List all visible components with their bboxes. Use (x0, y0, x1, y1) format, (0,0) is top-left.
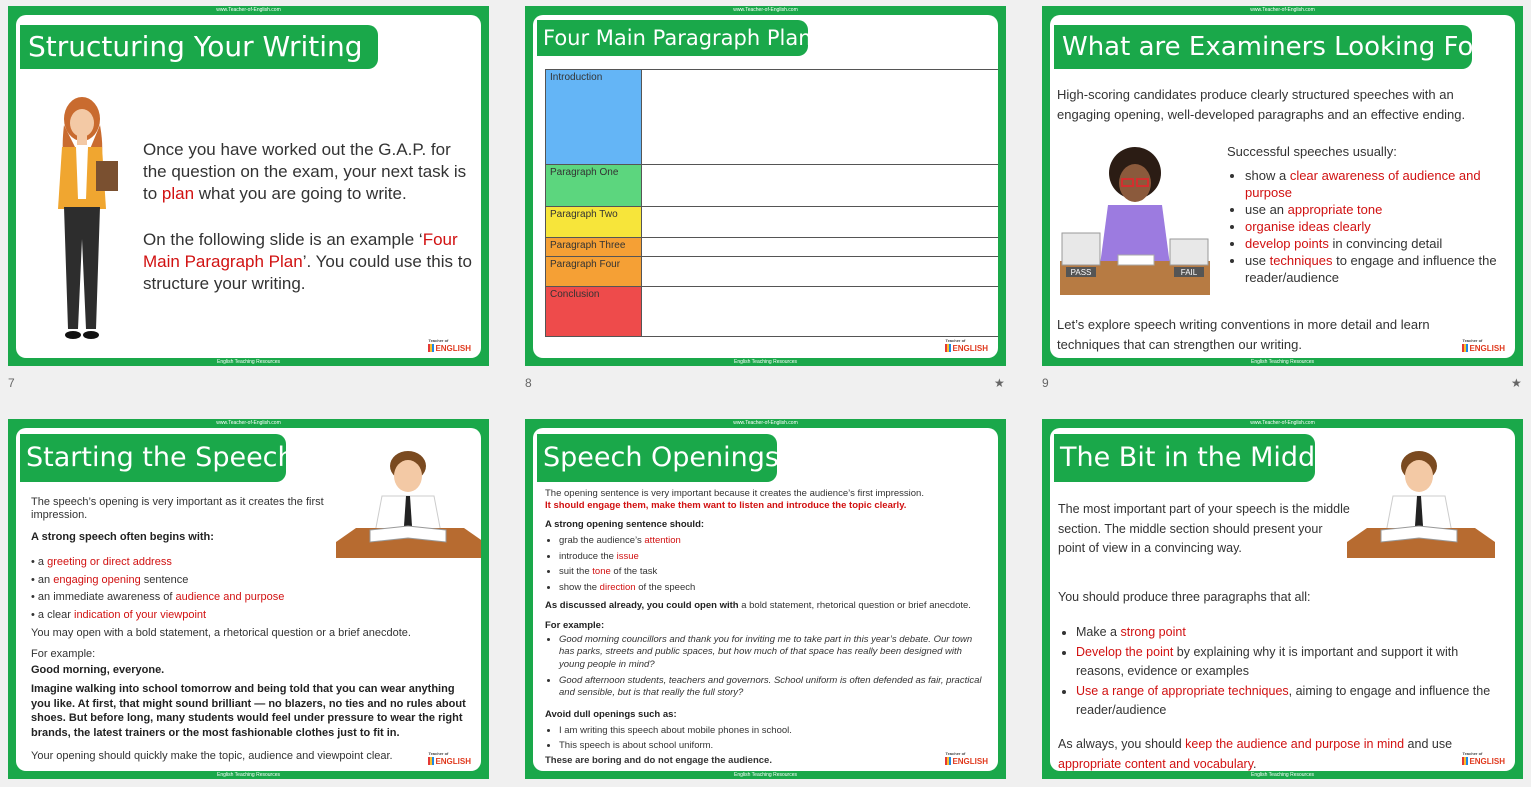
slide-title: What are Examiners Looking For? (1054, 25, 1472, 69)
list-item (1245, 218, 1512, 235)
fail-label: FAIL (1180, 268, 1198, 277)
pass-label: PASS (1070, 268, 1092, 277)
plan-row-label: Introduction (546, 70, 642, 165)
slide-11-thumbnail[interactable] (525, 419, 1006, 779)
teacher-of-english-logo (945, 337, 988, 352)
examiner-illustration (1060, 143, 1210, 299)
footer-text: English Teaching Resources (216, 359, 280, 365)
logo-small-text: Teacher of (945, 338, 966, 343)
list-item (559, 580, 995, 596)
logo-big-text: ENGLISH (952, 344, 988, 353)
student-writing-illustration (1347, 442, 1495, 560)
example-openings-list (545, 634, 985, 699)
list-item-keyword: engaging opening (53, 573, 141, 586)
dull-warning: These are boring and do not engage the audience. (545, 755, 772, 766)
logo-big-text: ENGLISH (435, 757, 471, 766)
list-item-keyword: clear awareness of audience and purpose (1245, 168, 1481, 200)
closing-text: As always, you should (1058, 737, 1186, 751)
list-item-text: grab the audience’s (559, 535, 645, 546)
list-item-keyword: techniques (1269, 253, 1333, 268)
slide-10-thumbnail[interactable] (8, 419, 489, 779)
list-item (1076, 623, 1498, 643)
list-item-text: Make a (1076, 625, 1121, 639)
list-item-keyword: audience and purpose (175, 591, 285, 603)
teacher-illustration (46, 89, 126, 351)
list-item (1245, 235, 1512, 252)
list-item (559, 533, 995, 549)
logo-big-text: ENGLISH (1469, 757, 1505, 766)
list-item (1076, 682, 1498, 721)
plan-instruction-text (143, 139, 473, 205)
for-example-label: For example: (31, 648, 96, 660)
discussed-text (545, 600, 995, 611)
list-item-text: of the speech (635, 581, 696, 593)
examiners-outro: Let’s explore speech writing conventions in more detail and learn techniques that can strengthen our writing. (1057, 317, 1430, 352)
list-item: • an engaging opening sentence (31, 573, 189, 586)
list-item-text: , aiming to engage and influence the reader/audience (1076, 683, 1491, 717)
list-item (1245, 167, 1512, 201)
list-item-text: an immediate awareness of (37, 591, 176, 603)
list-item: • This speech is about school uniform. (559, 738, 995, 753)
site-url: www.Teacher-of-English.com (733, 7, 798, 13)
paragraph-plan-table (545, 69, 998, 337)
strong-opening-heading: A strong opening sentence should: (545, 519, 705, 530)
openings-intro-text: The opening sentence is very important because it creates the audience’s first impression. (545, 488, 924, 499)
plan-keyword: plan (161, 184, 195, 203)
list-item: • Good morning councillors and thank you for inviting me to take part in this year’s debate. Our town has parks, streets and public spaces, but how much of that space has really been designed with young people in mind? (559, 634, 985, 671)
discussed-bold: As discussed already, you could open with (545, 600, 739, 611)
list-item-keyword: organise ideas clearly (1245, 219, 1371, 234)
closing-keyword: appropriate content and vocabulary (1058, 756, 1254, 771)
example-greeting: Good morning, everyone. (31, 664, 165, 676)
opening-advice: Your opening should quickly make the topic, audience and viewpoint clear. (31, 750, 393, 762)
plan-row-label: Paragraph Three (546, 238, 642, 257)
site-url: www.Teacher-of-English.com (216, 420, 281, 426)
list-item-text: to engage and influence the reader/audience (1245, 253, 1497, 285)
for-example-label: For example: (545, 620, 605, 631)
star-icon[interactable]: ★ (994, 376, 1005, 390)
teacher-of-english-logo (1462, 337, 1505, 352)
slide-9-thumbnail[interactable] (1042, 6, 1523, 366)
slide-8-thumbnail[interactable] (525, 6, 1006, 366)
plan-row-label: Paragraph Two (546, 207, 642, 238)
slide-title: Structuring Your Writing (20, 25, 378, 69)
list-item-text: by explaining why it is important and support it with reasons, evidence or examples (1076, 644, 1459, 678)
dull-openings-list (545, 723, 995, 753)
plan-name: Four Main Paragraph Plan (143, 230, 458, 271)
slide-number: 7 (8, 376, 15, 390)
plan-instruction-part: Once you have worked out the G.A.P. for the question on the exam, your next task is to (143, 140, 467, 203)
slide-title: Four Main Paragraph Plan (537, 20, 808, 56)
plan-row-space (642, 207, 999, 238)
logo-big-text: ENGLISH (1469, 344, 1505, 353)
list-item-text: show the (559, 581, 600, 593)
site-url: www.Teacher-of-English.com (216, 7, 281, 13)
list-item-text: show a (1245, 168, 1290, 183)
list-item-keyword: Use a range of appropriate techniques (1076, 683, 1289, 698)
example-plan-text (143, 229, 473, 295)
example-plan-part: On the following slide is an example ‘ (143, 230, 423, 249)
closing-text: and use (1404, 737, 1453, 751)
site-url: www.Teacher-of-English.com (1250, 7, 1315, 13)
strong-opening-list (545, 533, 995, 595)
site-url: www.Teacher-of-English.com (733, 420, 798, 426)
list-item: • a clear indication of your viewpoint (31, 608, 207, 621)
example-plan-part: ’. You could use this to structure your writing. (143, 252, 472, 293)
plan-row-space (642, 257, 999, 287)
list-item-text: of the task (610, 566, 658, 577)
site-url: www.Teacher-of-English.com (1250, 420, 1315, 426)
list-item: • a greeting or direct address (31, 556, 172, 568)
teacher-of-english-logo (945, 750, 988, 765)
example-opening: Imagine walking into school tomorrow and being told that you can wear anything you like. At first, that might sound brilliant — no blazers, no ties and no rules about shoes. But before long, many students would feel under pressure to wear the right brands, the latest trainers or the most fashionable clothes just to fit in. (31, 683, 466, 739)
slide-title: The Bit in the Middle (1054, 434, 1315, 482)
closing-keyword: keep the audience and purpose in mind (1185, 737, 1405, 751)
list-item-keyword: issue (616, 550, 639, 562)
teacher-of-english-logo (428, 337, 471, 352)
list-item-text: a (37, 556, 48, 568)
star-icon[interactable]: ★ (1511, 376, 1522, 390)
plan-row-label: Paragraph Four (546, 257, 642, 287)
may-open-text: You may open with a bold statement, a rhetorical question or a brief anecdote. (31, 627, 411, 639)
list-item-keyword: direction (599, 581, 636, 593)
slide-7-thumbnail[interactable] (8, 6, 489, 366)
list-item: • Good afternoon students, teachers and governors. School uniform is often defended as fair, practical and sensible, but is that really the full story? (559, 675, 985, 700)
plan-row-space (642, 70, 999, 165)
list-item (559, 564, 995, 580)
list-item-text: a clear (37, 608, 74, 621)
list-item (1245, 252, 1512, 286)
footer-text: English Teaching Resources (733, 772, 797, 778)
middle-closing (1058, 735, 1478, 771)
slide-12-thumbnail[interactable] (1042, 419, 1523, 779)
footer-text: English Teaching Resources (1250, 359, 1314, 365)
list-item-text: use (1245, 253, 1270, 268)
list-item (559, 549, 995, 565)
avoid-heading: Avoid dull openings such as: (545, 709, 677, 720)
list-item (1076, 643, 1498, 682)
logo-big-text: ENGLISH (435, 344, 471, 353)
plan-row-space (642, 287, 999, 337)
student-writing-illustration (336, 442, 481, 560)
slide-number: 8 (525, 376, 532, 390)
list-item (1245, 201, 1512, 218)
paragraph-requirements-list (1058, 623, 1498, 721)
footer-text: English Teaching Resources (1250, 772, 1314, 778)
teacher-of-english-logo (1462, 750, 1505, 765)
logo-small-text: Teacher of (428, 751, 449, 756)
discussed-rest: a bold statement, rhetorical question or brief anecdote. (738, 600, 971, 611)
logo-small-text: Teacher of (428, 338, 449, 343)
list-item-keyword: appropriate tone (1287, 202, 1383, 217)
list-heading: Successful speeches usually: (1227, 144, 1397, 159)
list-item: • I am writing this speech about mobile phones in school. (559, 723, 995, 738)
plan-row-space (642, 238, 999, 257)
list-item-keyword: Develop the point (1076, 644, 1174, 659)
list-item-text: an (37, 573, 54, 586)
plan-instruction-part: what you are going to write. (194, 184, 407, 203)
list-item-keyword: attention (644, 535, 681, 546)
logo-small-text: Teacher of (945, 751, 966, 756)
examiners-intro: High-scoring candidates produce clearly structured speeches with an engaging opening, well-developed paragraphs and an effective ending. (1057, 87, 1466, 122)
plan-row-label: Conclusion (546, 287, 642, 337)
opening-intro: The speech’s opening is very important as it creates the first impression. (31, 496, 324, 521)
successful-speeches-list (1227, 143, 1512, 286)
list-item: • an immediate awareness of audience and purpose (31, 591, 285, 603)
slide-title: Starting the Speech (20, 434, 286, 482)
slide-title: Speech Openings (537, 434, 777, 482)
list-item-keyword: indication of your viewpoint (74, 608, 207, 621)
list-item-text: in convincing detail (1328, 236, 1443, 251)
closing-text: . (1253, 756, 1257, 771)
plan-row-label: Paragraph One (546, 165, 642, 207)
list-item-text: use an (1245, 202, 1288, 217)
list-item-keyword: develop points (1245, 236, 1329, 251)
list-item-keyword: strong point (1120, 625, 1186, 639)
footer-text: English Teaching Resources (733, 359, 797, 365)
strong-speech-heading: A strong speech often begins with: (31, 531, 214, 543)
list-item-text: introduce the (559, 550, 617, 562)
slide-number: 9 (1042, 376, 1049, 390)
list-item-keyword: tone (592, 566, 611, 577)
produce-heading: You should produce three paragraphs that all: (1058, 590, 1311, 604)
footer-text: English Teaching Resources (216, 772, 280, 778)
logo-small-text: Teacher of (1462, 338, 1483, 343)
teacher-of-english-logo (428, 750, 471, 765)
plan-row-space (642, 165, 999, 207)
logo-big-text: ENGLISH (952, 757, 988, 766)
list-item-keyword: greeting or direct address (47, 556, 172, 568)
openings-intro (545, 488, 995, 512)
list-item-text: suit the (559, 566, 593, 577)
logo-small-text: Teacher of (1462, 751, 1483, 756)
strong-speech-list (31, 554, 331, 624)
openings-intro-emphasis: It should engage them, make them want to listen and introduce the topic clearly. (545, 500, 907, 511)
middle-intro: The most important part of your speech is the middle section. The middle section should present your point of view in a convincing way. (1058, 502, 1350, 555)
list-item-text: sentence (140, 573, 189, 586)
